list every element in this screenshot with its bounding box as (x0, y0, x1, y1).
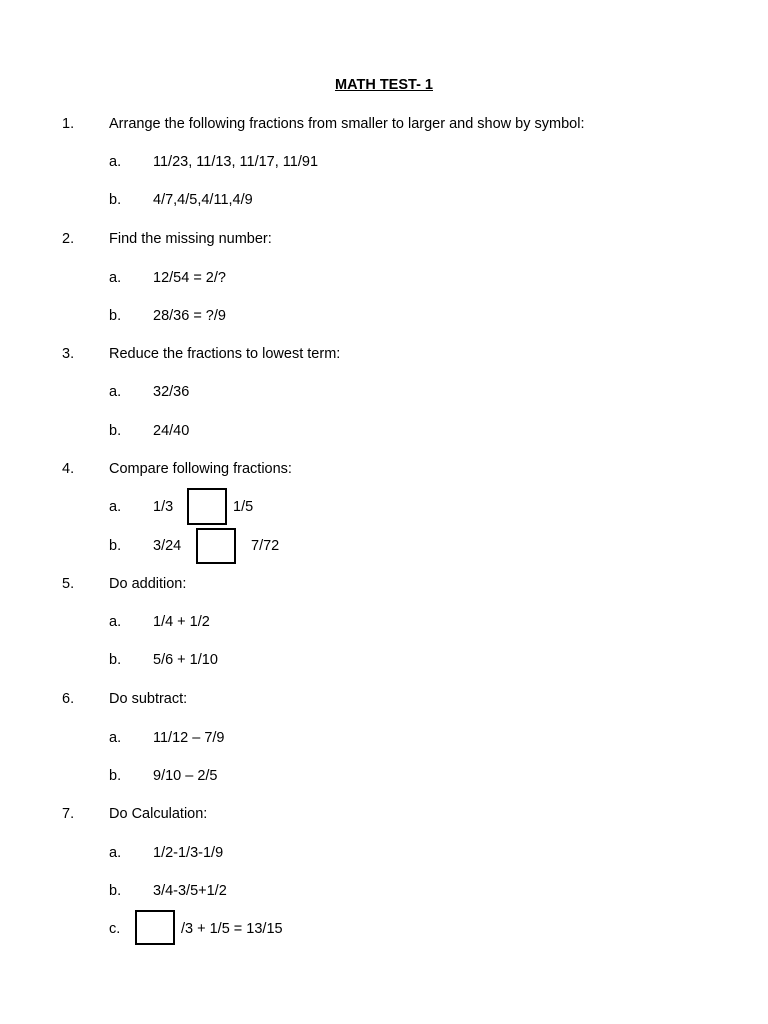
question-7c-label: c. (109, 921, 121, 937)
question-2b-text: 28/36 = ?/9 (153, 308, 226, 324)
question-1a-text: 11/23, 11/13, 11/17, 11/91 (153, 154, 319, 170)
question-2-text: Find the missing number: (109, 231, 272, 247)
question-7a-text: 1/2-1/3-1/9 (153, 845, 224, 861)
question-6b-label: b. (109, 768, 122, 784)
question-6-number: 6. (62, 691, 75, 707)
question-4a-answer-box[interactable] (187, 488, 227, 525)
question-5-text: Do addition: (109, 576, 187, 592)
question-6-text: Do subtract: (109, 691, 188, 707)
question-4b-right-fraction: 7/72 (251, 538, 280, 554)
question-7-text: Do Calculation: (109, 806, 208, 822)
question-3-text: Reduce the fractions to lowest term: (109, 346, 341, 362)
question-6a-label: a. (109, 730, 122, 746)
question-3a-text: 32/36 (153, 384, 190, 400)
question-1-number: 1. (62, 116, 75, 132)
question-3a-label: a. (109, 384, 122, 400)
question-4-text: Compare following fractions: (109, 461, 292, 477)
question-4a-right-fraction: 1/5 (233, 499, 254, 515)
question-1-text: Arrange the following fractions from smaller to larger and show by symbol: (109, 116, 585, 132)
question-2b-label: b. (109, 308, 122, 324)
question-7c-answer-box[interactable] (135, 910, 175, 945)
question-3-number: 3. (62, 346, 75, 362)
question-6a-text: 11/12 – 7/9 (153, 730, 225, 746)
question-2a-text: 12/54 = 2/? (153, 270, 226, 286)
question-3b-label: b. (109, 423, 122, 439)
question-5a-text: 1/4 + 1/2 (153, 614, 210, 630)
question-1b-text: 4/7,4/5,4/11,4/9 (153, 192, 253, 208)
question-5-number: 5. (62, 576, 75, 592)
question-1a-label: a. (109, 154, 122, 170)
page-title: MATH TEST- 1 (334, 77, 433, 93)
question-7a-label: a. (109, 845, 122, 861)
question-7c-text: /3 + 1/5 = 13/15 (181, 921, 283, 937)
question-7b-label: b. (109, 883, 122, 899)
question-2a-label: a. (109, 270, 122, 286)
question-5a-label: a. (109, 614, 122, 630)
question-1b-label: b. (109, 192, 122, 208)
question-4a-label: a. (109, 499, 122, 515)
question-4b-left-fraction: 3/24 (153, 538, 182, 554)
question-7b-text: 3/4-3/5+1/2 (153, 883, 227, 899)
question-6b-text: 9/10 – 2/5 (153, 768, 218, 784)
question-4a-left-fraction: 1/3 (153, 499, 174, 515)
question-2-number: 2. (62, 231, 75, 247)
question-5b-text: 5/6 + 1/10 (153, 652, 218, 668)
question-4b-label: b. (109, 538, 122, 554)
question-4-number: 4. (62, 461, 75, 477)
question-3b-text: 24/40 (153, 423, 190, 439)
question-7-number: 7. (62, 806, 75, 822)
question-4b-answer-box[interactable] (196, 528, 236, 564)
question-5b-label: b. (109, 652, 122, 668)
